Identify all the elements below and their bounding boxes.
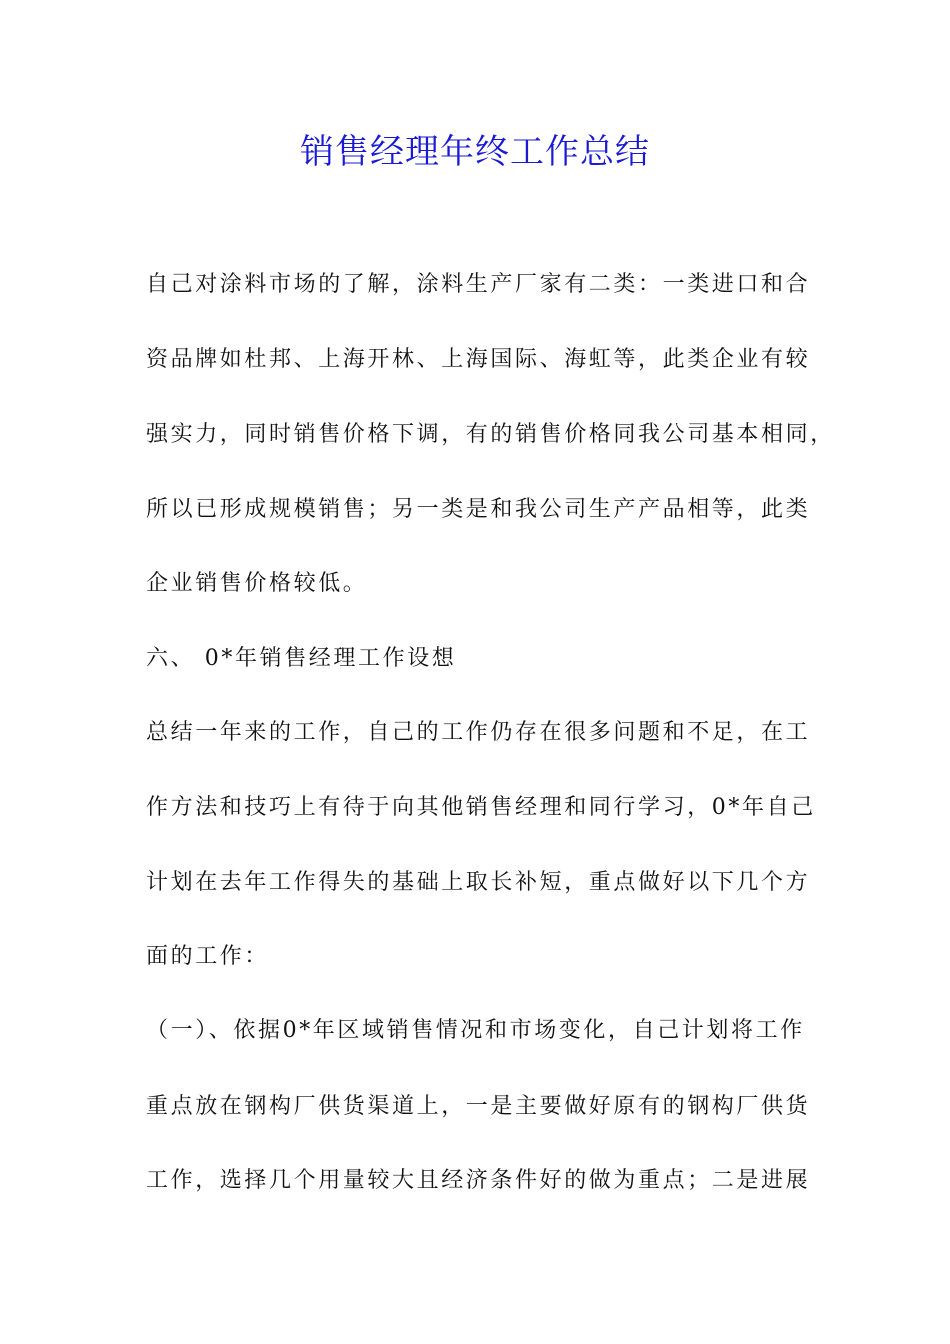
paragraph-line: 自己对涂料市场的了解，涂料生产厂家有二类：一类进口和合	[146, 272, 811, 297]
paragraph-line: 计划在去年工作得失的基础上取长补短，重点做好以下几个方	[146, 870, 811, 895]
paragraph-line: 工作，选择几个用量较大且经济条件好的做为重点；二是进展	[146, 1168, 811, 1193]
paragraph-line: 强实力，同时销售价格下调，有的销售价格同我公司基本相同，	[146, 422, 835, 447]
paragraph-line: 作方法和技巧上有待于向其他销售经理和同行学习，0*年自己	[146, 795, 816, 820]
paragraph-line: 总结一年来的工作，自己的工作仍存在很多问题和不足，在工	[146, 720, 811, 745]
paragraph-line: 面的工作：	[146, 944, 270, 969]
document-title: 销售经理年终工作总结	[300, 132, 650, 172]
paragraph-line: 企业销售价格较低。	[146, 571, 368, 596]
paragraph-line: 所以已形成规模销售；另一类是和我公司生产产品相等，此类	[146, 497, 811, 522]
section-heading: 六、 0*年销售经理工作设想	[146, 646, 457, 671]
paragraph-line: 重点放在钢构厂供货渠道上，一是主要做好原有的钢构厂供货	[146, 1094, 811, 1119]
paragraph-line: 资品牌如杜邦、上海开林、上海国际、海虹等，此类企业有较	[146, 347, 811, 372]
paragraph-line: （一）、依据0*年区域销售情况和市场变化，自己计划将工作	[146, 1018, 805, 1043]
